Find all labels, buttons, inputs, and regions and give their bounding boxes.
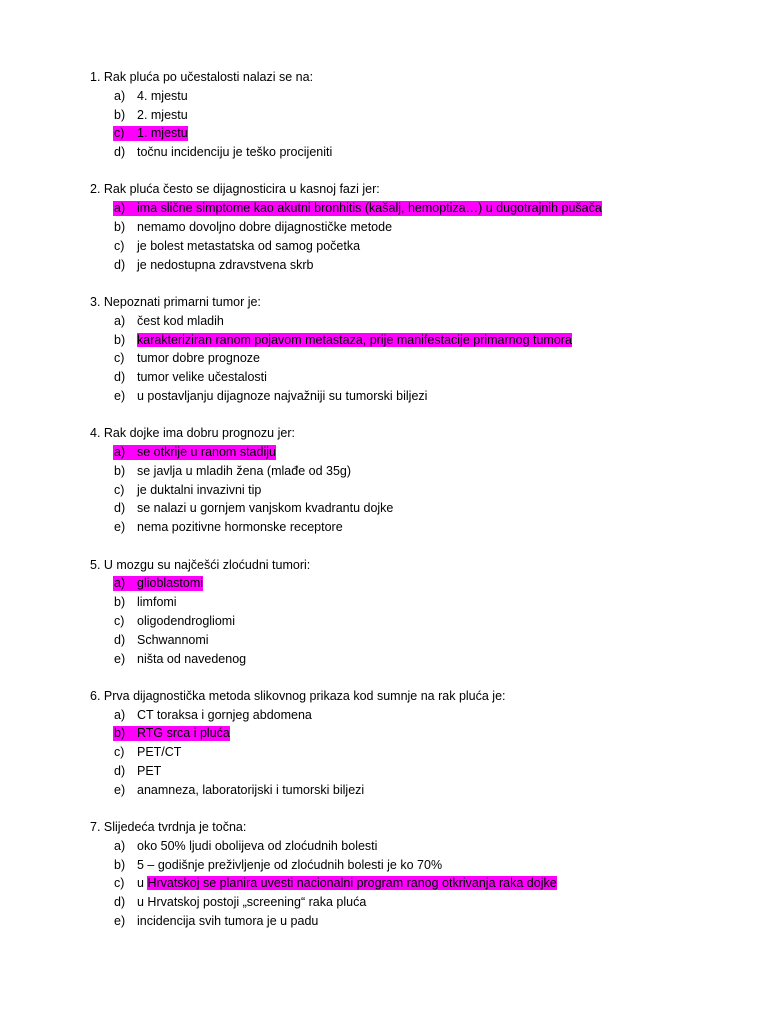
answer-option [90,349,650,368]
quiz-document [90,68,650,949]
answer-option [90,106,650,125]
question-2 [90,180,650,274]
answer-option [90,837,650,856]
answer-option [90,856,650,875]
option-text: oligodendrogliomi [137,613,235,628]
question-5 [90,556,650,669]
option-letter: a) [114,576,126,591]
answer-option [90,124,650,143]
question-title: 6. Prva dijagnostička metoda slikovnog prikaza kod sumnje na rak pluća je: [90,688,506,703]
question-title: 2. Rak pluća često se dijagnosticira u kasnoj fazi jer: [90,182,380,197]
option-text: glioblastomi [137,576,204,591]
highlighted-text: karakteriziran ranom pojavom metastaza, prije manifestacije primarnog tumora [137,332,572,347]
answer-option [90,762,650,781]
answer-option [90,724,650,743]
answer-option [90,574,650,593]
option-letter: d) [114,632,126,647]
question-3 [90,293,650,406]
option-text: je duktalni invazivni tip [137,482,262,497]
answer-option [90,593,650,612]
option-text: anamneza, laboratorijski i tumorski biljezi [137,782,365,797]
option-text: čest kod mladih [137,313,224,328]
highlighted-text: Hrvatskoj se planira uvesti nacionalni program ranog otkrivanja raka dojke [147,876,557,891]
option-text [137,331,572,350]
question-4 [90,424,650,537]
option-letter: d) [114,501,126,516]
option-letter: b) [114,463,126,478]
option-letter: d) [114,145,126,160]
option-text: oko 50% ljudi obolijeva od zloćudnih bolesti [137,838,378,853]
question-title: 4. Rak dojke ima dobru prognozu jer: [90,426,295,441]
answer-option [90,518,650,537]
option-letter: b) [114,857,126,872]
option-text: u Hrvatskoj postoji „screening“ raka pluća [137,895,367,910]
option-text: ništa od navedenog [137,651,247,666]
answer-option [90,481,650,500]
answer-option [90,631,650,650]
answer-option [90,781,650,800]
answer-option [90,912,650,931]
option-text: 5 – godišnje preživljenje od zloćudnih bolesti je ko 70% [137,857,443,872]
answer-option [90,893,650,912]
question-title: 1. Rak pluća po učestalosti nalazi se na: [90,70,314,84]
option-letter: c) [114,876,125,891]
answer-option [90,256,650,275]
option-text: se otkrije u ranom stadiju [137,445,276,460]
option-text: u postavljanju dijagnoze najvažniji su tumorski biljezi [137,388,428,403]
question-1 [90,68,650,162]
option-text: točnu incidenciju je teško procijeniti [137,145,333,160]
option-letter: c) [114,745,125,760]
question-title: 7. Slijedeća tvrdnja je točna: [90,820,247,835]
question-6 [90,687,650,800]
option-text: 4. mjestu [137,88,188,103]
option-letter: d) [114,370,126,385]
option-letter: c) [114,351,125,366]
answer-option [90,143,650,162]
option-letter: b) [114,220,126,235]
question-title: 3. Nepoznati primarni tumor je: [90,294,261,309]
answer-option [90,874,650,893]
option-text: PET/CT [137,745,182,760]
option-text: Schwannomi [137,632,209,647]
answer-option [90,218,650,237]
option-letter: a) [114,201,126,216]
answer-option [90,612,650,631]
answer-option [90,237,650,256]
option-text: 1. mjestu [137,126,188,141]
option-letter: e) [114,651,126,666]
answer-option [90,443,650,462]
answer-option [90,706,650,725]
option-text: PET [137,764,162,778]
option-letter: c) [114,482,125,497]
option-letter: b) [114,332,126,347]
option-text: limfomi [137,595,177,610]
option-text: se javlja u mladih žena (mlađe od 35g) [137,463,352,478]
answer-option [90,462,650,481]
option-text-prefix: u [137,876,148,891]
option-text: tumor velike učestalosti [137,370,267,385]
option-letter: a) [114,88,126,103]
option-letter: e) [114,782,126,797]
option-letter: d) [114,764,126,778]
answer-option [90,499,650,518]
option-letter: e) [114,914,126,929]
option-letter: b) [114,726,126,741]
option-letter: a) [114,838,126,853]
answer-option [90,199,650,218]
option-text: RTG srca i pluća [137,726,230,741]
option-text: incidencija svih tumora je u padu [137,914,319,929]
question-title: 5. U mozgu su najčešći zloćudni tumori: [90,557,311,572]
answer-option [90,743,650,762]
option-letter: c) [114,238,125,253]
answer-option [90,387,650,406]
answer-option [90,87,650,106]
option-letter: c) [114,126,125,141]
option-text: ima slične simptome kao akutni bronhitis (kašalj, hemoptiza…) u dugotrajnih pušača [137,201,602,216]
option-text: se nalazi u gornjem vanjskom kvadrantu dojke [137,501,394,516]
option-letter: e) [114,388,126,403]
answer-option [90,368,650,387]
option-letter: d) [114,895,126,910]
option-letter: b) [114,595,126,610]
option-letter: b) [114,107,126,122]
option-text: nemamo dovoljno dobre dijagnostičke metode [137,220,393,235]
question-7 [90,818,650,931]
option-text: nema pozitivne hormonske receptore [137,520,343,535]
option-letter: a) [114,313,126,328]
option-text: tumor dobre prognoze [137,351,260,366]
option-text [137,874,557,893]
option-letter: c) [114,613,125,628]
option-text: je bolest metastatska od samog početka [137,238,361,253]
option-letter: a) [114,707,126,722]
option-letter: d) [114,257,126,272]
answer-option [90,650,650,669]
option-text: 2. mjestu [137,107,188,122]
option-letter: e) [114,520,126,535]
answer-option [90,312,650,331]
option-text: CT toraksa i gornjeg abdomena [137,707,312,722]
answer-option [90,331,650,350]
option-letter: a) [114,445,126,460]
option-text: je nedostupna zdravstvena skrb [137,257,314,272]
